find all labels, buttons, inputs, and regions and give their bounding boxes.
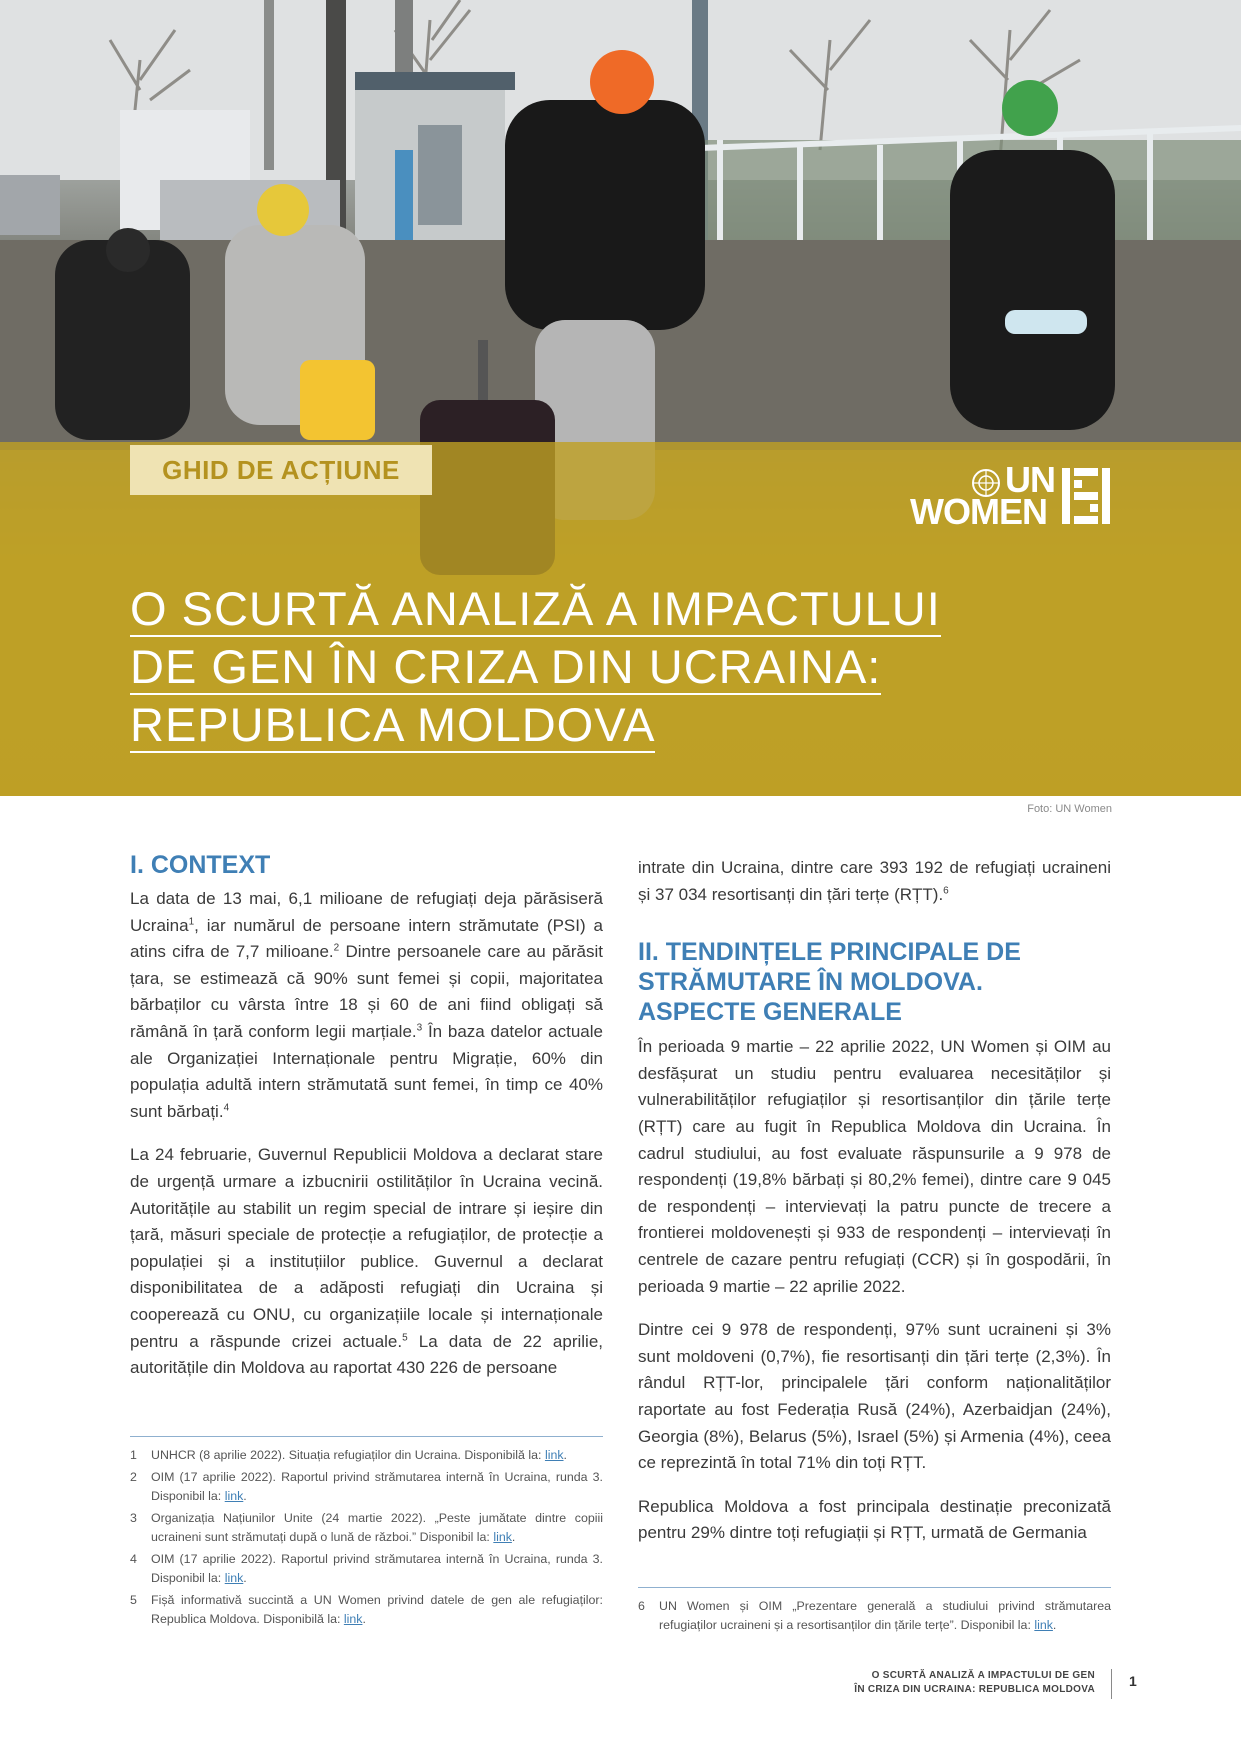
trends-paragraph-1: În perioada 9 martie – 22 aprilie 2022, UN Women și OIM au desfășurat un studiu pentru evaluarea necesităților și vulnerabilităților refugiaților și resortisanților din țările terțe (RȚT) care au fugit în Republica Moldova din Ucraina. În cadrul studiului, au fost evaluate răspunsurile a 9 978 de respondenți (19,8% bărbați și 80,2% femei), dintre care 9 045 de respondenți – intervievați la patru puncte de trecere a frontierei moldovenești și 933 de respondenți – intervievați în centrele de cazare pentru refugiați (CCR) și în gospodării, în perioada 9 martie – 22 aprilie 2022. <box>638 1037 1111 1296</box>
page-number: 1 <box>1129 1673 1137 1689</box>
footnote-2-link[interactable]: link <box>224 1489 244 1503</box>
footnote-ref-3[interactable]: 3 <box>416 1022 423 1034</box>
child-left <box>55 228 190 440</box>
title-line-3: REPUBLICA MOLDOVA <box>130 698 656 751</box>
running-footer <box>854 1669 1095 1697</box>
running-footer-line-2: ÎN CRIZA DIN UCRAINA: REPUBLICA MOLDOVA <box>854 1684 1095 1695</box>
logo-text-women: WOMEN <box>910 491 1047 532</box>
footnote-5: 5 Fișă informativă succintă a UN Women privind datele de gen ale refugiaților: Republica Moldova. Disponibilă la: link. <box>130 1593 603 1626</box>
footnote-6: 6 UN Women și OIM „Prezentare generală a studiului privind strămutarea refugiaților ucraineni și a resortisanților din țările terțe”. Disponibil la: link. <box>638 1599 1111 1632</box>
section-heading-trends: II. TENDINȚELE PRINCIPALE DE STRĂMUTARE ÎN MOLDOVA. ASPECTE GENERALE <box>638 938 1021 1027</box>
running-footer-line-1: O SCURTĂ ANALIZĂ A IMPACTULUI DE GEN <box>871 1670 1095 1681</box>
logo-text-un: UN <box>1005 459 1055 500</box>
footnotes-left <box>130 1436 603 1632</box>
footnote-ref-1[interactable]: 1 <box>188 915 195 927</box>
un-women-logo <box>910 459 1115 532</box>
section-heading-context: I. CONTEXT <box>130 851 271 879</box>
footnote-4-link[interactable]: link <box>224 1571 244 1585</box>
footnote-2: 2 OIM (17 aprilie 2022). Raportul privind strămutarea internă în Ucraina, runda 3. Disponibil la: link. <box>130 1470 603 1503</box>
footnote-1-link[interactable]: link <box>544 1448 564 1462</box>
trends-paragraph-3: Republica Moldova a fost principala destinație preconizată pentru 29% dintre toți refugiații și RȚT, urmată de Germania <box>638 1496 1111 1543</box>
context-paragraph-2: La 24 februarie, Guvernul Republicii Moldova a declarat stare de urgență urmare a izbucnirii ostilităților în Ucraina vecină. Autoritățile au stabilit un regim special de intrare și ieșire din țară, măsuri speciale de protecție a refugiaților, de protecție a populației și a instituțiilor publice. Guvernul a declarat disponibilitatea de a adăposti refugiați din Ucraina și cooperează cu ONU, cu organizațiile locale și internaționale pentru a răspunde crizei actuale.$^5$ La data de 22 aprilie, autoritățile din Moldova au raportat 430 226 de persoane <box>130 1145 603 1378</box>
footnote-4: 4 OIM (17 aprilie 2022). Raportul privind strămutarea internă în Ucraina, runda 3. Disponibil la: link. <box>130 1552 603 1585</box>
footnote-ref-4[interactable]: 4 <box>223 1102 230 1114</box>
footnote-3: 3 Organizația Națiunilor Unite (24 martie 2022). „Peste jumătate dintre copiii ucraineni sunt strămutați după o lună de război.” Disponibil la: link. <box>130 1511 603 1544</box>
context-paragraph-2-continued: intrate din Ucraina, dintre care 393 192 de refugiați ucraineni și 37 034 resortisanți din țări terțe (RȚT).$^6$ <box>638 858 1111 904</box>
left-column <box>130 850 603 1399</box>
right-column <box>638 855 1111 1564</box>
context-paragraph-1: La data de 13 mai, 6,1 milioane de refugiați deja părăsiseră Ucraina$^1$, iar numărul de persoane intern strămutate (PSI) a atins cifra de 7,7 milioane.$^2$ Dintre persoanele care au părăsit țara, se estimează că 90% sunt femei și copii, majoritatea bărbaților cu vârsta între 18 și 60 de ani fiind obligați să rămână în țară conform legii marțiale.$^3$ În baza datelor actuale ale Organizației Internaționale pentru Migrație, 60% din populația adultă intern strămutată sunt femei, în timp ce 40% sunt bărbați.$^4$ <box>130 889 603 1121</box>
title-line-2: DE GEN ÎN CRIZA DIN UCRAINA: <box>130 640 882 693</box>
footnotes-right <box>638 1587 1111 1638</box>
document-type-badge: GHID DE ACȚIUNE <box>130 445 432 495</box>
footnote-ref-6[interactable]: 6 <box>943 884 949 896</box>
footnote-5-link[interactable]: link <box>343 1612 363 1626</box>
footnote-1: 1 UNHCR (8 aprilie 2022). Situația refugiaților din Ucraina. Disponibilă la: link. <box>130 1448 567 1462</box>
title-line-1: O SCURTĂ ANALIZĂ A IMPACTULUI <box>130 582 941 635</box>
un-women-symbol-icon <box>1060 466 1112 526</box>
photo-credit: Foto: UN Women <box>1027 803 1112 815</box>
document-title <box>130 580 1090 754</box>
footnote-6-link[interactable]: link <box>1034 1618 1053 1632</box>
footnote-3-link[interactable]: link <box>493 1530 512 1544</box>
trends-paragraph-2: Dintre cei 9 978 de respondenți, 97% sunt ucraineni și 3% sunt moldoveni (0,7%), fie resortisanți din țări terțe (2,3%). În rândul RȚT-lor, principalele țări conform naționalităților raportate au fost Federația Rusă (24%), Azerbaidjan (24%), Georgia (8%), Belarus (5%), Israel (5%) și Armenia (4%), ceea ce reprezintă în total 71% din toți RȚT. <box>638 1320 1111 1473</box>
footnote-ref-5[interactable]: 5 <box>402 1331 408 1343</box>
footer-divider <box>1111 1669 1112 1699</box>
footnote-ref-2[interactable]: 2 <box>333 942 340 954</box>
